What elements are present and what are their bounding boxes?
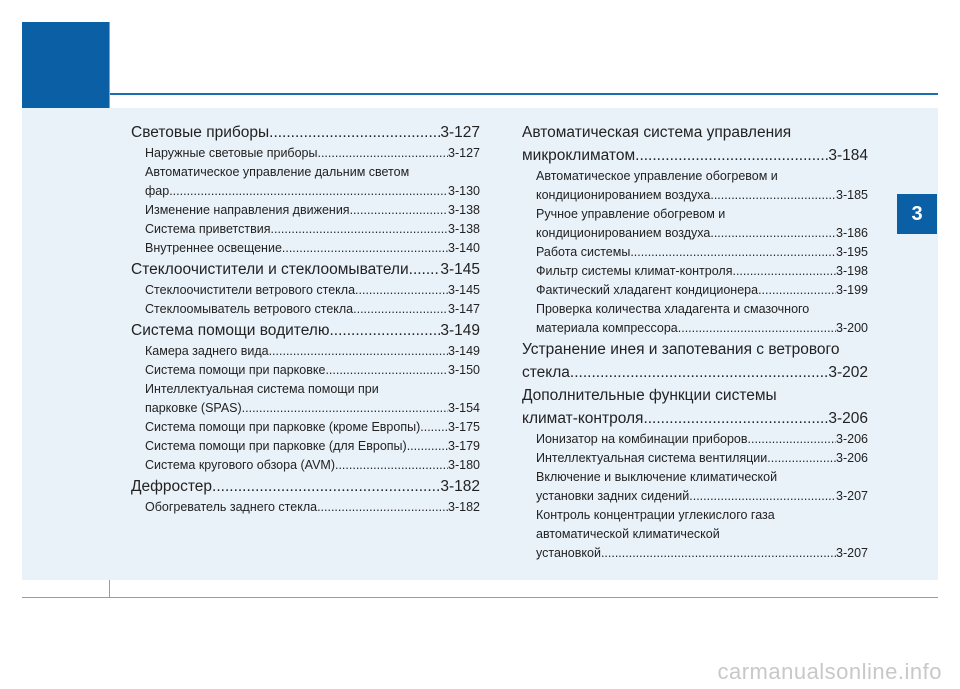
dot-leader [353,300,448,319]
toc-entry-title: материала компрессора [536,321,678,335]
toc-entry-title: Ионизатор на комбинации приборов [536,432,748,446]
toc-entry-title: Фильтр системы климат-контроля [536,264,733,278]
dot-leader [689,487,836,506]
watermark: carmanualsonline.info [717,659,942,684]
toc-page-number: 3-154 [448,401,480,415]
chapter-tab[interactable]: 3 [897,194,937,234]
dot-leader [767,449,836,468]
toc-page-number: 3-150 [448,363,480,377]
toc-section-entry[interactable] [131,319,480,342]
dot-leader [732,262,836,281]
toc-entry-title: Внутреннее освещение [145,241,282,255]
toc-page-number: 3-145 [448,283,480,297]
dot-leader [409,258,441,281]
toc-entry-title: Стеклоочистители ветрового стекла [145,283,356,297]
toc-entry-title: Обогреватель заднего стекла [145,500,318,514]
dot-leader [601,544,836,563]
dot-leader [355,281,448,300]
toc-page-number: 3-182 [440,478,480,495]
toc-entry[interactable] [131,182,480,201]
toc-page-number: 3-130 [448,184,480,198]
toc-entry[interactable] [131,281,480,300]
toc-entry[interactable] [131,220,480,239]
toc-page-number: 3-184 [828,147,868,164]
toc-page-number: 3-149 [440,322,480,339]
dot-leader [420,418,448,437]
toc-page-number: 3-182 [448,500,480,514]
toc-entry[interactable] [522,544,868,563]
dot-leader [242,399,448,418]
dot-leader [329,319,440,342]
toc-page-number: 3-206 [836,432,868,446]
toc-entry-title: установкой [536,546,601,560]
dot-leader [570,361,828,384]
toc-page-number: 3-147 [448,302,480,316]
toc-page-number: 3-185 [836,188,868,202]
toc-page-number: 3-145 [440,261,480,278]
dot-leader [350,201,448,220]
toc-entry[interactable] [131,437,480,456]
toc-entry-title: Камера заднего вида [145,344,269,358]
toc-entry[interactable] [522,319,868,338]
toc-entry[interactable] [131,342,480,361]
toc-page-number: 3-198 [836,264,868,278]
toc-page-number: 3-202 [828,364,868,381]
toc-entry-title: Система кругового обзора (AVM) [145,458,335,472]
toc-entry[interactable] [522,186,868,205]
toc-entry-title: Система помощи при парковке (для Европы) [145,439,407,453]
toc-entry[interactable] [131,456,480,475]
toc-entry-title[interactable]: Интеллектуальная система помощи при [145,382,379,396]
toc-section-title[interactable]: Устранение инея и запотевания с ветрового [522,341,840,358]
toc-page-number: 3-206 [828,410,868,427]
toc-entry-title: Система приветствия [145,222,271,236]
toc-section-entry[interactable] [522,144,868,167]
toc-entry[interactable] [131,361,480,380]
toc-section-title[interactable]: Автоматическая система управления [522,124,792,141]
toc-section-entry[interactable] [522,407,868,430]
toc-entry-title: кондиционированием воздуха [536,188,711,202]
dot-leader [407,437,448,456]
toc-entry[interactable] [522,430,868,449]
toc-entry-title: парковке (SPAS) [145,401,242,415]
toc-entry-title[interactable]: Контроль концентрации углекислого газа [536,508,775,522]
toc-page-number: 3-200 [836,321,868,335]
dot-leader [317,498,448,517]
footer-rule [22,597,938,598]
dot-leader [758,281,836,300]
toc-entry-title: Изменение направления движения [145,203,350,217]
toc-section-entry[interactable] [131,121,480,144]
toc-page-number: 3-149 [448,344,480,358]
toc-entry[interactable] [522,281,868,300]
toc-page-number: 3-127 [448,146,480,160]
toc-entry[interactable] [522,262,868,281]
toc-section-title[interactable]: Дополнительные функции системы [522,387,777,404]
toc-left-column [131,121,480,517]
toc-page-number: 3-206 [836,451,868,465]
dot-leader [325,361,448,380]
toc-entry[interactable] [131,144,480,163]
toc-page-number: 3-138 [448,222,480,236]
toc-entry[interactable] [131,300,480,319]
dot-leader [710,224,836,243]
toc-entry-title[interactable]: Автоматическое управление дальним светом [145,165,410,179]
toc-entry[interactable] [131,399,480,418]
toc-entry-title: Стеклоомыватель ветрового стекла [145,302,354,316]
toc-page-number: 3-207 [836,489,868,503]
dot-leader [748,430,837,449]
toc-entry-title: климат-контроля [522,410,644,427]
toc-page-number: 3-138 [448,203,480,217]
dot-leader [630,243,836,262]
toc-entry-title: Световые приборы [131,124,270,141]
toc-entry-title: установки задних сидений [536,489,690,503]
toc-entry-title: Дефростер [131,478,213,495]
toc-entry-title: Стеклоочистители и стеклоомыватели [131,261,409,278]
dot-leader [643,407,828,430]
dot-leader [335,456,448,475]
toc-section-entry[interactable] [522,361,868,384]
chapter-color-block [22,22,109,109]
toc-entry-title[interactable]: Автоматическое управление обогревом и [536,169,778,183]
toc-entry[interactable] [131,239,480,258]
dot-leader [212,475,440,498]
toc-entry-title: Система помощи при парковке (кроме Европы) [145,420,421,434]
dot-leader [317,144,448,163]
toc-entry-title[interactable]: Ручное управление обогревом и [536,207,726,221]
toc-entry-title: Система помощи водителю [131,322,330,339]
toc-right-column [522,121,868,563]
toc-entry-title: фар [145,184,170,198]
dot-leader [635,144,828,167]
dot-leader [678,319,836,338]
toc-entry[interactable] [522,224,868,243]
toc-page-number: 3-207 [836,546,868,560]
toc-entry[interactable] [131,498,480,517]
toc-entry-title: Наружные световые приборы [145,146,318,160]
dot-leader [282,239,448,258]
toc-page-number: 3-179 [448,439,480,453]
toc-entry-title[interactable]: автоматической климатической [536,527,720,541]
toc-entry-title: Работа системы [536,245,631,259]
toc-entry-title: Интеллектуальная система вентиляции [536,451,768,465]
toc-entry-title: Система помощи при парковке [145,363,326,377]
toc-page-number: 3-140 [448,241,480,255]
dot-leader [269,342,448,361]
toc-entry[interactable] [522,449,868,468]
toc-entry-title: Фактический хладагент кондиционера [536,283,759,297]
toc-entry[interactable] [522,243,868,262]
toc-entry-title: микроклиматом [522,147,636,164]
toc-entry-title[interactable]: Проверка количества хладагента и смазочного [536,302,810,316]
toc-page-number: 3-127 [440,124,480,141]
toc-section-entry[interactable] [131,475,480,498]
dot-leader [169,182,448,201]
toc-section-entry[interactable] [131,258,480,281]
dot-leader [710,186,836,205]
toc-page-number: 3-186 [836,226,868,240]
dot-leader [269,121,440,144]
toc-page-number: 3-180 [448,458,480,472]
toc-entry[interactable] [131,418,480,437]
toc-page-number: 3-199 [836,283,868,297]
toc-entry-title[interactable]: Включение и выключение климатической [536,470,778,484]
toc-entry[interactable] [131,201,480,220]
toc-page-number: 3-195 [836,245,868,259]
toc-entry-title: стекла [522,364,570,381]
toc-entry-title: кондиционированием воздуха [536,226,711,240]
header-rule [109,93,938,95]
toc-page-number: 3-175 [448,420,480,434]
dot-leader [271,220,449,239]
toc-entry[interactable] [522,487,868,506]
